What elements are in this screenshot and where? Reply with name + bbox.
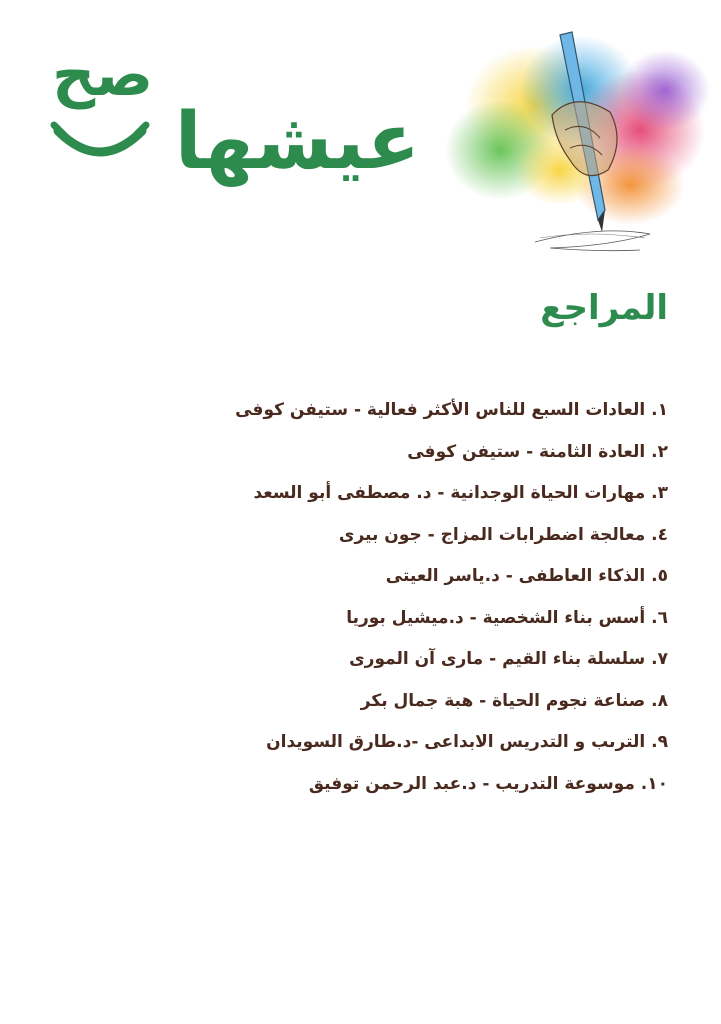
- list-item: ٤. معالجة اضطرابات المزاج - جون بيرى: [338, 524, 668, 545]
- logo-main-text: عيشها: [174, 97, 420, 187]
- list-item: ٧. سلسلة بناء القيم - مارى آن المورى: [349, 649, 668, 669]
- brand-logo: [50, 40, 420, 187]
- list-item: ٥. الذكاء العاطفى - د.ياسر العيتى: [385, 566, 668, 586]
- smile-icon: [50, 111, 150, 171]
- list-item: ٦. أسس بناء الشخصية - د.ميشيل بوريا: [346, 607, 668, 628]
- list-item: ٩. الترىب و التدريس الابداعى -د.طارق السويدان: [266, 732, 668, 752]
- list-item: ٣. مهارات الحياة الوجدانية - د. مصطفى أبو السعد: [253, 483, 668, 503]
- list-item: ٨. صناعة نجوم الحياة - هبة جمال بكر: [360, 690, 668, 711]
- list-item: ١٠. موسوعة التدريب - د.عبد الرحمن توفيق: [308, 773, 668, 794]
- references-list: [108, 395, 668, 810]
- pencil-hand-illustration: [440, 20, 715, 260]
- list-item: ٢. العادة الثامنة - ستيفن كوفى: [407, 441, 668, 462]
- references-heading: المراجع: [540, 288, 668, 328]
- list-item: ١. العادات السبع للناس الأكثر فعالية - ستيفن كوفى: [235, 400, 668, 420]
- logo-small-text: صح: [52, 40, 154, 110]
